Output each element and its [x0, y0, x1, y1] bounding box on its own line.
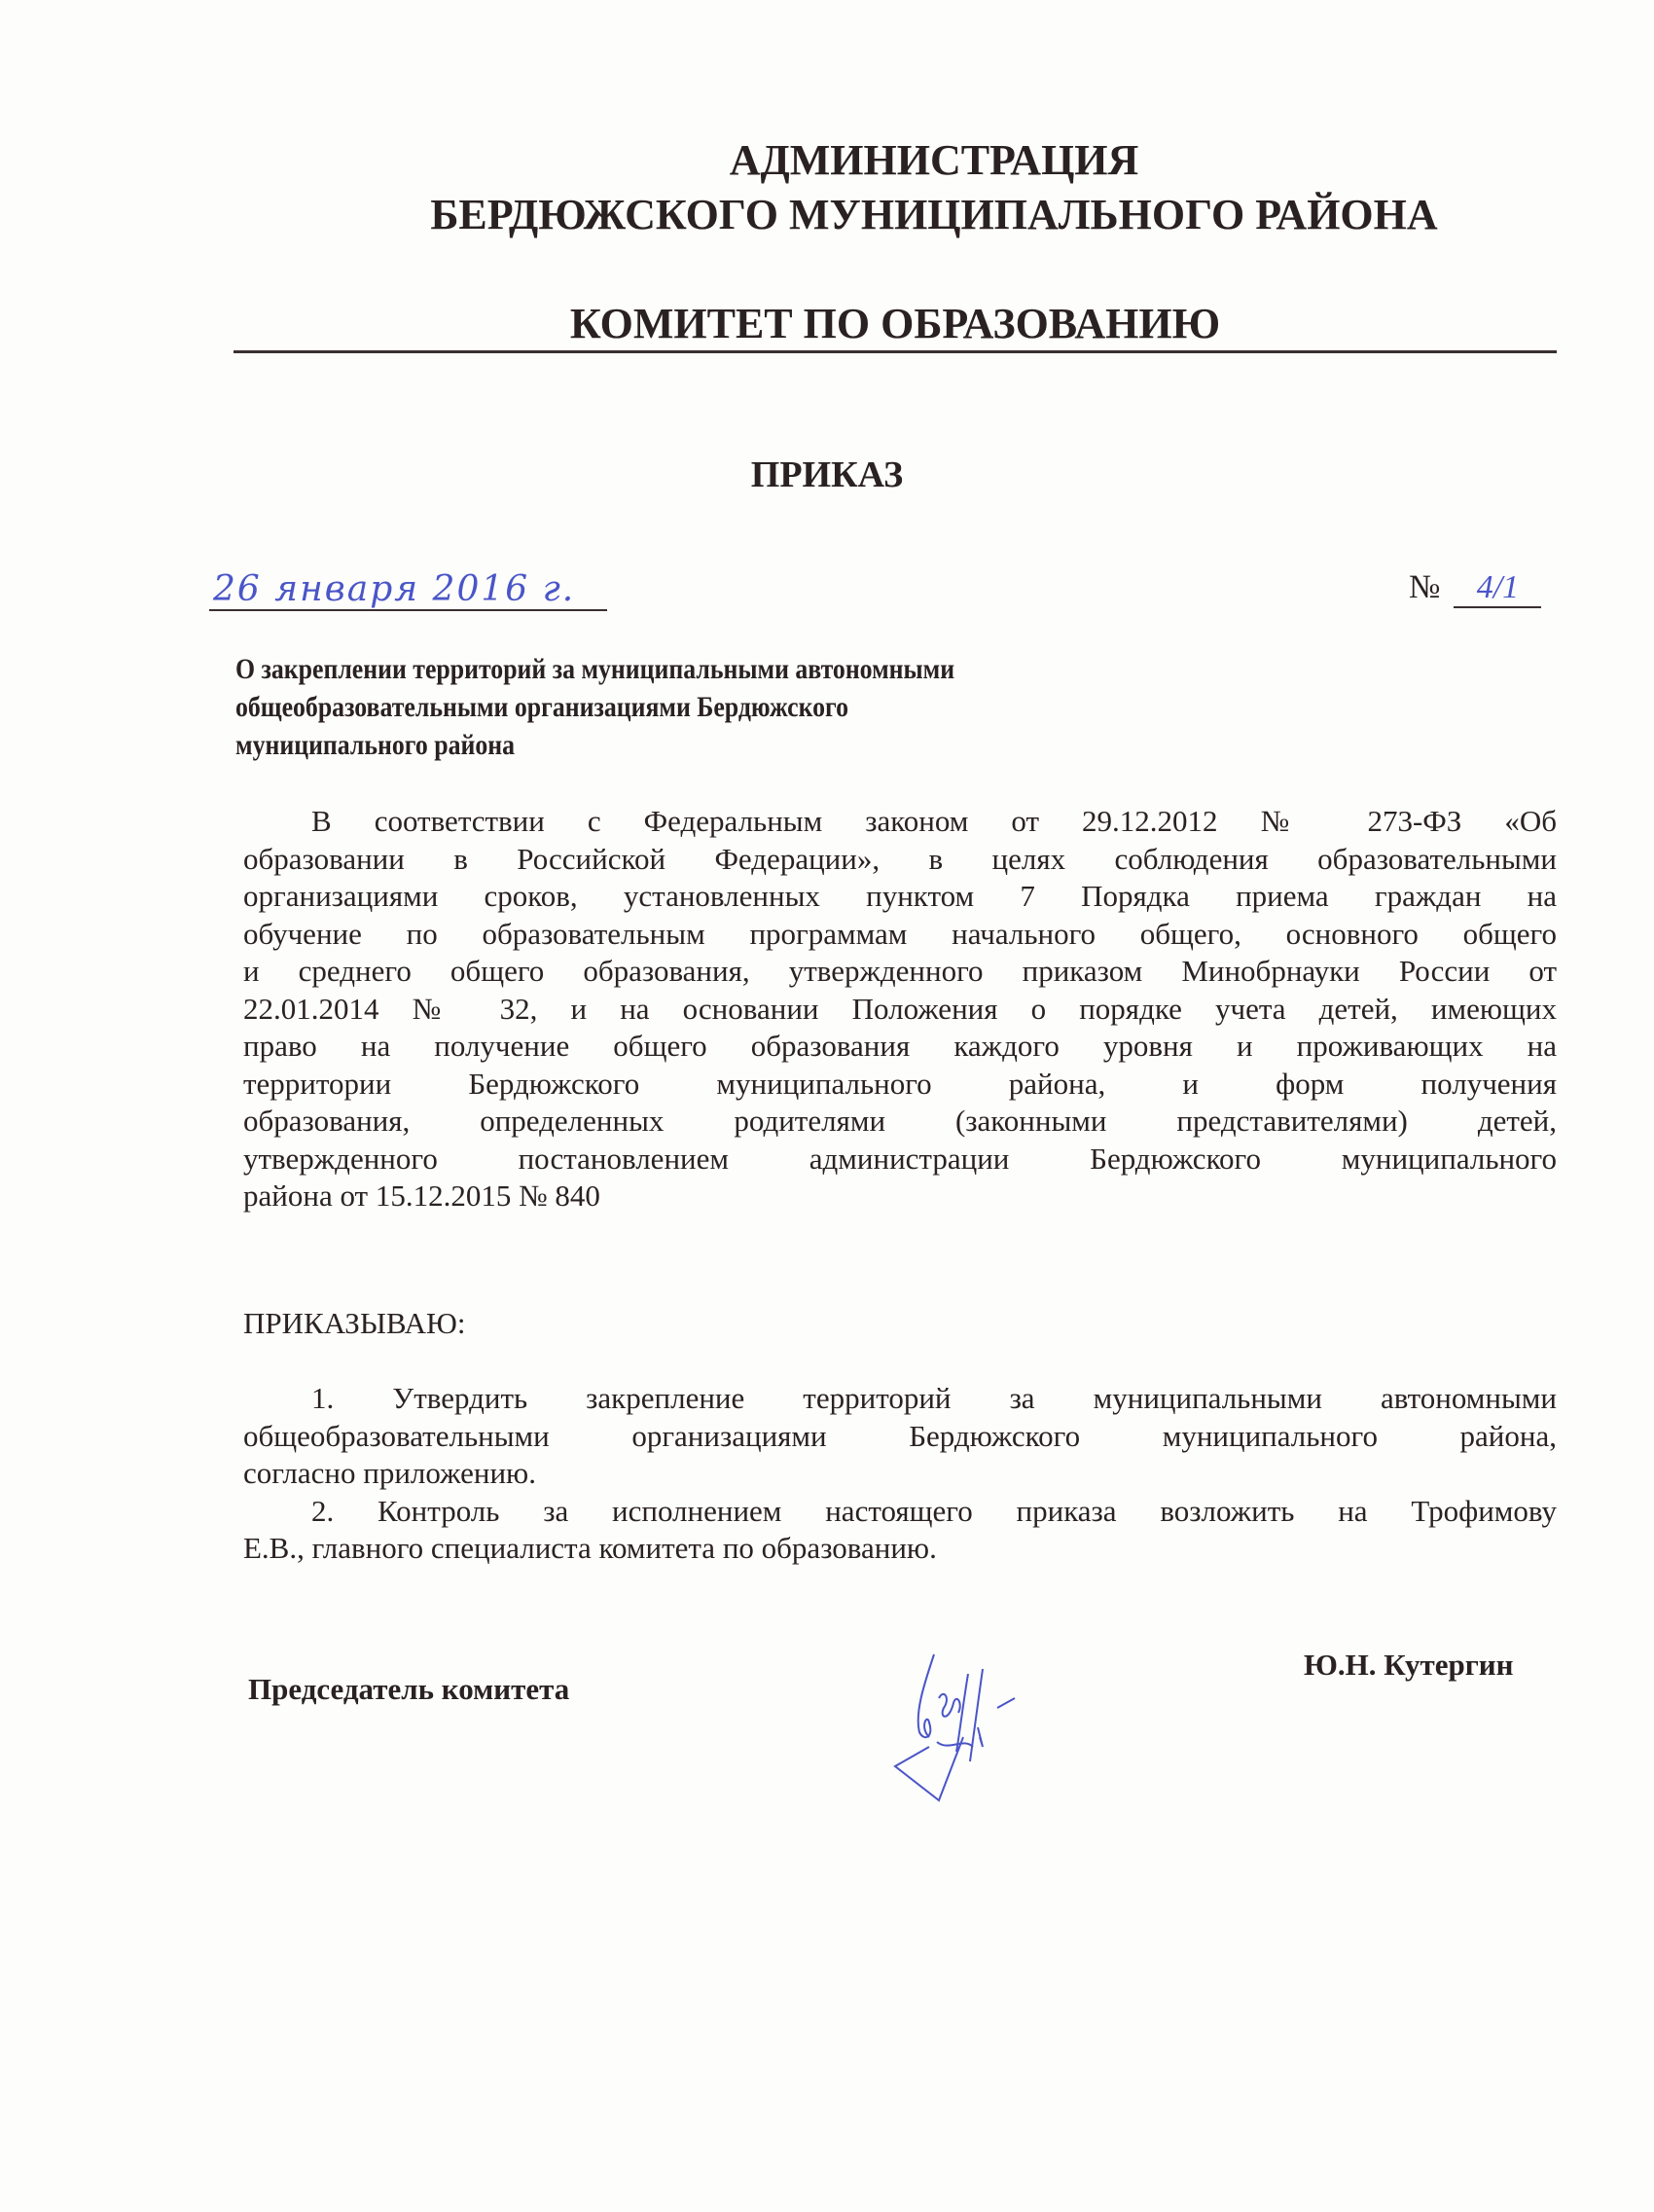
preamble-line: района от 15.12.2015 № 840: [243, 1179, 600, 1213]
preamble-line: территории Бердюжского муниципального района, и форм получения: [243, 1066, 1557, 1101]
document-type: ПРИКАЗ: [750, 454, 904, 495]
header-line-2: БЕРДЮЖСКОГО МУНИЦИПАЛЬНОГО РАЙОНА: [430, 191, 1438, 238]
order-word: ПРИКАЗЫВАЮ:: [243, 1306, 466, 1340]
handwritten-signature: [890, 1645, 1143, 1815]
order-number: [1409, 569, 1541, 608]
item-line: согласно приложению.: [243, 1456, 536, 1490]
preamble-line: и среднего общего образования, утвержденного приказом Минобрнауки России от: [243, 954, 1557, 988]
preamble-line: организациями сроков, установленных пунктом 7 Порядка приема граждан на: [243, 879, 1557, 913]
preamble: [243, 803, 1557, 1215]
preamble-line: обучение по образовательным программам начального общего, основного общего: [243, 916, 1557, 951]
handwritten-number: 4/1: [1454, 569, 1541, 608]
subject-line: О закреплении территорий за муниципальными автономными: [235, 653, 955, 685]
subject-line: муниципального района: [235, 729, 516, 761]
signatory-name: Ю.Н. Кутергин: [1304, 1648, 1514, 1682]
preamble-line: утвержденного постановлением администрации Бердюжского муниципального: [243, 1141, 1557, 1176]
item-line: общеобразовательными организациями Бердюжского муниципального района,: [243, 1418, 1557, 1453]
order-items: [243, 1380, 1557, 1568]
preamble-line: образования, определенных родителями (законными представителями) детей,: [243, 1104, 1557, 1138]
header-divider: [234, 350, 1557, 353]
item-line: Е.В., главного специалиста комитета по образованию.: [243, 1531, 937, 1565]
subject-line: общеобразовательными организациями Бердюжского: [235, 691, 849, 723]
handwritten-date: 26 января 2016 г.: [209, 569, 607, 611]
header-line-1: АДМИНИСТРАЦИЯ: [729, 136, 1139, 184]
signatory-position: Председатель комитета: [248, 1672, 570, 1706]
preamble-line: образовании в Российской Федерации», в целях соблюдения образовательными: [243, 841, 1557, 876]
number-label: №: [1409, 569, 1441, 605]
preamble-line: право на получение общего образования каждого уровня и проживающих на: [243, 1029, 1557, 1063]
preamble-line: В соответствии с Федеральным законом от 29.12.2012 № 273-ФЗ «Об: [311, 804, 1557, 838]
preamble-line: 22.01.2014 № 32, и на основании Положения о порядке учета детей, имеющих: [243, 991, 1557, 1026]
item-line: 2. Контроль за исполнением настоящего приказа возложить на Трофимову: [311, 1493, 1557, 1528]
item-line: 1. Утвердить закрепление территорий за муниципальными автономными: [311, 1381, 1557, 1415]
committee-name: КОМИТЕТ ПО ОБРАЗОВАНИЮ: [569, 300, 1221, 347]
subject: [235, 650, 954, 764]
